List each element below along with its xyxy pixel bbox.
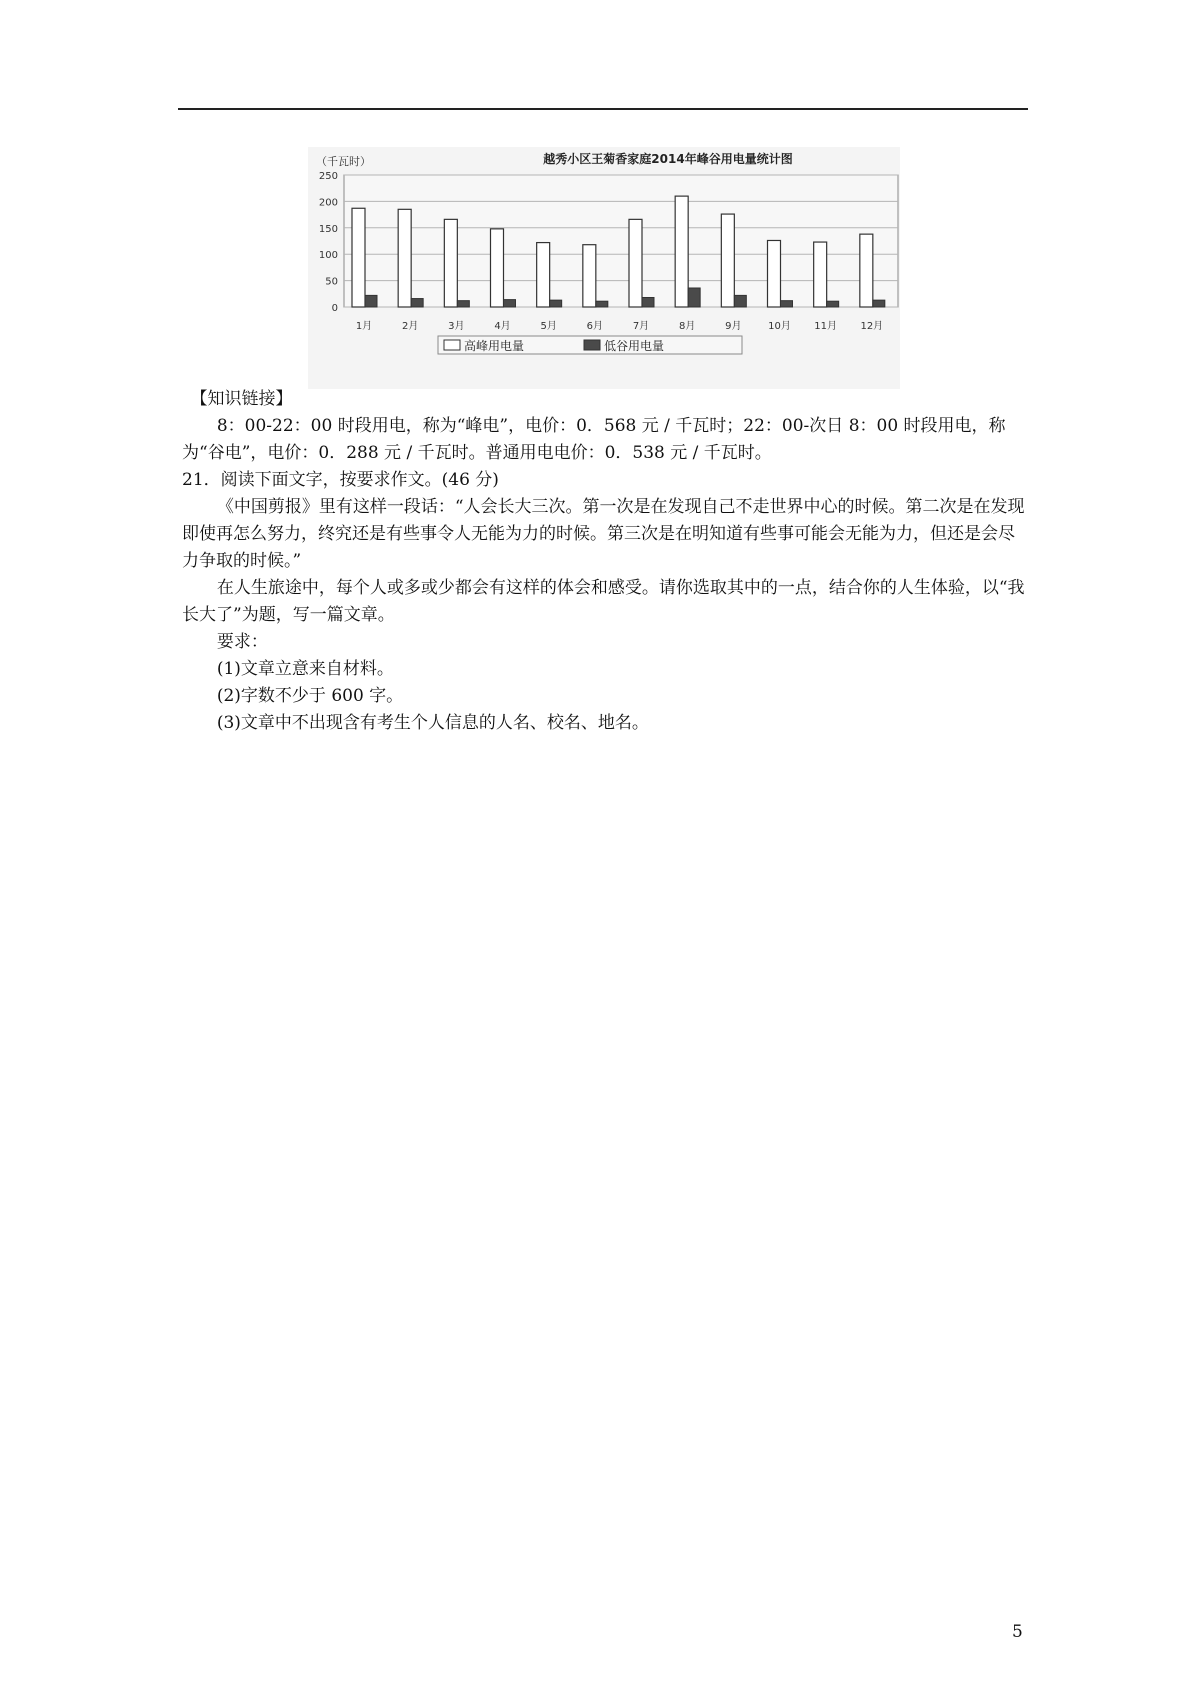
bar-peak bbox=[675, 196, 688, 307]
bar-peak bbox=[352, 208, 365, 307]
bar-peak bbox=[721, 214, 734, 307]
x-tick-label: 9月 bbox=[725, 321, 742, 332]
x-tick-label: 7月 bbox=[632, 321, 650, 332]
x-tick-label: 5月 bbox=[540, 321, 557, 332]
y-axis-label: （千瓦时） bbox=[316, 155, 371, 168]
x-tick-label: 4月 bbox=[494, 321, 511, 332]
y-tick-label: 0 bbox=[331, 303, 338, 314]
chart-title: 越秀小区王菊香家庭2014年峰谷用电量统计图 bbox=[543, 152, 793, 166]
bar-peak bbox=[583, 245, 596, 307]
x-tick-label: 6月 bbox=[586, 321, 604, 332]
bar-peak bbox=[537, 243, 550, 307]
bar-valley bbox=[457, 301, 469, 307]
document-body bbox=[182, 386, 1028, 737]
bar-valley bbox=[873, 300, 885, 307]
legend-label-valley: 低谷用电量 bbox=[604, 339, 665, 353]
bar-valley bbox=[642, 297, 654, 307]
bar-peak bbox=[398, 209, 411, 307]
x-tick-label: 12月 bbox=[860, 321, 884, 332]
y-tick-label: 250 bbox=[318, 171, 338, 182]
bar-valley bbox=[504, 300, 516, 307]
material-paragraph: 《中国剪报》里有这样一段话：“人会长大三次。第一次是在发现自己不走世界中心的时候。第二次是在发现即使再怎么努力，终究还是有些事令人无能为力的时候。第三次是在明知道有些事可能会无能为力，但还是会尽力争取的时候。” bbox=[182, 497, 1025, 571]
x-tick-label: 2月 bbox=[401, 321, 419, 332]
prompt-paragraph: 在人生旅途中，每个人或多或少都会有这样的体会和感受。请你选取其中的一点，结合你的人生体验，以“我长大了”为题，写一篇文章。 bbox=[182, 578, 1025, 625]
bar-valley bbox=[781, 301, 793, 307]
legend-swatch-valley bbox=[584, 340, 600, 350]
legend-label-peak: 高峰用电量 bbox=[464, 339, 525, 353]
y-tick-label: 50 bbox=[325, 276, 338, 288]
question-line: 21．阅读下面文字，按要求作文。(46 分) bbox=[182, 470, 499, 490]
y-tick-label: 200 bbox=[318, 197, 338, 209]
x-tick-label: 1月 bbox=[355, 321, 373, 332]
requirements-label: 要求： bbox=[216, 632, 268, 652]
requirement-item: (1)文章立意来自材料。 bbox=[216, 659, 394, 679]
bar-valley bbox=[827, 301, 839, 307]
section-heading: 【知识链接】 bbox=[190, 389, 293, 409]
bar-chart-svg bbox=[308, 147, 900, 389]
bar-valley bbox=[688, 288, 700, 307]
bar-peak bbox=[444, 219, 457, 307]
page-number: 5 bbox=[1012, 1622, 1023, 1642]
legend-swatch-peak bbox=[444, 340, 460, 350]
requirement-item: (3)文章中不出现含有考生个人信息的人名、校名、地名。 bbox=[216, 713, 649, 733]
x-tick-label: 10月 bbox=[768, 321, 791, 332]
bar-valley bbox=[596, 301, 608, 307]
bar-peak bbox=[629, 219, 642, 307]
requirement-item: (2)字数不少于 600 字。 bbox=[216, 686, 404, 706]
x-tick-label: 11月 bbox=[814, 321, 838, 332]
y-tick-label: 150 bbox=[318, 223, 338, 235]
electricity-chart bbox=[308, 147, 900, 389]
bar-valley bbox=[734, 295, 746, 307]
x-tick-label: 8月 bbox=[678, 321, 696, 332]
bar-valley bbox=[411, 299, 423, 307]
bar-peak bbox=[491, 229, 504, 307]
bar-peak bbox=[860, 234, 873, 307]
knowledge-paragraph: 8：00-22：00 时段用电，称为“峰电”，电价：0．568 元 / 千瓦时；22：00-次日 8：00 时段用电，称为“谷电”，电价：0．288 元 / 千瓦时。普通用电电价：0．538 元 / 千瓦时。 bbox=[182, 416, 1006, 463]
bar-peak bbox=[768, 240, 781, 307]
bar-valley bbox=[365, 295, 377, 307]
x-tick-label: 3月 bbox=[448, 321, 465, 332]
y-tick-label: 100 bbox=[318, 250, 338, 262]
bar-valley bbox=[550, 300, 562, 307]
bar-peak bbox=[814, 242, 827, 307]
header-rule bbox=[178, 108, 1028, 110]
